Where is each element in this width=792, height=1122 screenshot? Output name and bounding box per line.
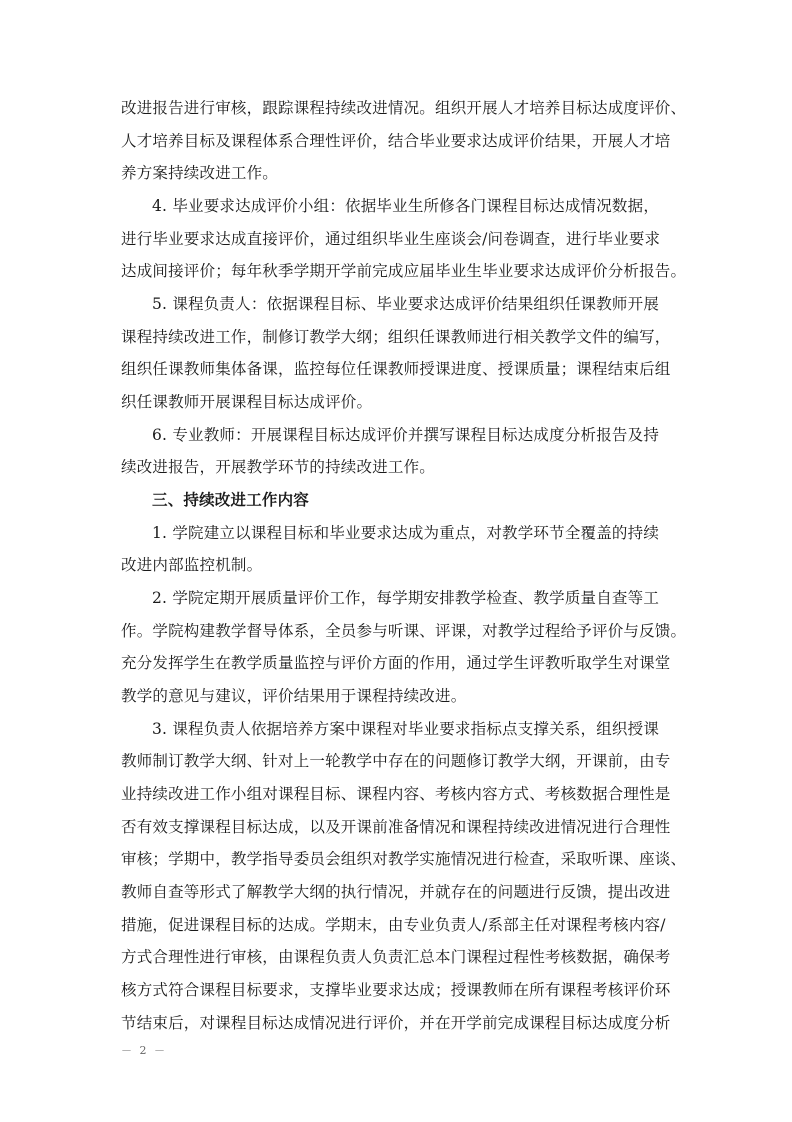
text-line: 充分发挥学生在教学质量监控与评价方面的作用，通过学生评教听取学生对课堂 [121,654,671,672]
text-line: 方式合理性进行审核，由课程负责人负责汇总本门课程过程性考核数据，确保考 [121,948,671,966]
text-line: 教师制订教学大纲、针对上一轮教学中存在的问题修订教学大纲，开课前，由专 [121,752,671,770]
text-line: 节结束后，对课程目标达成情况进行评价，并在开学前完成课程目标达成度分析 [121,1014,671,1032]
text-line: 课程持续改进工作，制修订教学大纲；组织任课教师进行相关教学文件的编写， [121,328,671,346]
text-line: 人才培养目标及课程体系合理性评价，结合毕业要求达成评价结果，开展人才培 [121,132,671,150]
page-number: － 2 － [121,1044,167,1057]
text-line: 5. 课程负责人：依据课程目标、毕业要求达成评价结果组织任课教师开展 [152,295,660,313]
text-line: 进行毕业要求达成直接评价，通过组织毕业生座谈会/问卷调查，进行毕业要求 [121,230,661,248]
text-line: 改进报告进行审核，跟踪课程持续改进情况。组织开展人才培养目标达成度评价、 [121,99,687,117]
text-line: 续改进报告，开展教学环节的持续改进工作。 [121,458,436,476]
text-line: 达成间接评价；每年秋季学期开学前完成应届毕业生毕业要求达成评价分析报告。 [121,262,687,280]
text-line: 6. 专业教师：开展课程目标达成评价并撰写课程目标达成度分析报告及持 [152,426,660,444]
text-line: 作。学院构建教学督导体系，全员参与听课、评课，对教学过程给予评价与反馈。 [121,622,687,640]
text-line: 教师自查等形式了解教学大纲的执行情况，并就存在的问题进行反馈，提出改进 [121,883,671,901]
section-heading: 三、持续改进工作内容 [152,491,310,509]
text-line: 组织任课教师集体备课，监控每位任课教师授课进度、授课质量；课程结束后组 [121,360,671,378]
text-line: 教学的意见与建议，评价结果用于课程持续改进。 [121,687,467,705]
text-line: 措施，促进课程目标的达成。学期末，由专业负责人/系部主任对课程考核内容/ [121,916,666,934]
text-line: 织任课教师开展课程目标达成评价。 [121,393,373,411]
text-line: 1. 学院建立以课程目标和毕业要求达成为重点，对教学环节全覆盖的持续 [152,524,660,542]
text-line: 审核；学期中，教学指导委员会组织对教学实施情况进行检查，采取听课、座谈、 [121,850,687,868]
text-line: 养方案持续改进工作。 [121,164,279,182]
text-line: 2. 学院定期开展质量评价工作，每学期安排教学检查、教学质量自查等工 [152,589,660,607]
text-line: 4. 毕业要求达成评价小组：依据毕业生所修各门课程目标达成情况数据， [152,197,660,215]
text-line: 改进内部监控机制。 [121,556,263,574]
text-line: 业持续改进工作小组对课程目标、课程内容、考核内容方式、考核数据合理性是 [121,785,671,803]
text-line: 3. 课程负责人依据培养方案中课程对毕业要求指标点支撑关系，组织授课 [152,720,660,738]
text-line: 核方式符合课程目标要求，支撑毕业要求达成；授课教师在所有课程考核评价环 [121,981,671,999]
text-line: 否有效支撑课程目标达成，以及开课前准备情况和课程持续改进情况进行合理性 [121,818,671,836]
